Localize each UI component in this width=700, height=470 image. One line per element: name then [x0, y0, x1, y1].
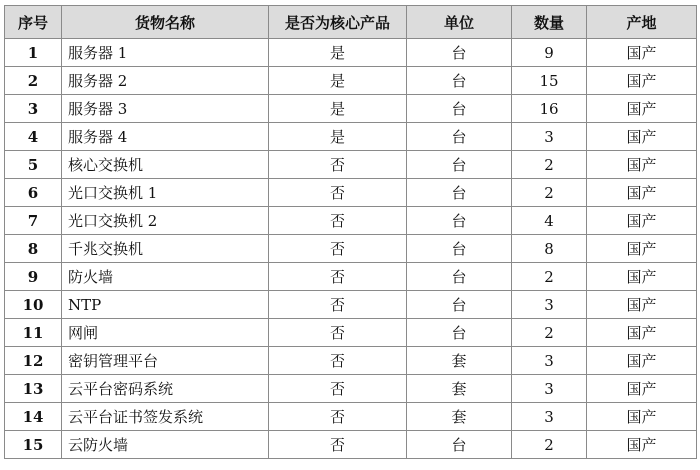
cell-index: 7	[5, 207, 62, 235]
cell-unit: 套	[407, 347, 512, 375]
cell-unit: 台	[407, 39, 512, 67]
table-row	[5, 235, 697, 263]
cell-core: 否	[269, 151, 407, 179]
cell-index: 5	[5, 151, 62, 179]
cell-core: 否	[269, 235, 407, 263]
cell-quantity: 2	[512, 179, 587, 207]
cell-core: 是	[269, 95, 407, 123]
goods-table	[4, 5, 697, 459]
cell-origin: 国产	[587, 347, 697, 375]
cell-quantity: 3	[512, 403, 587, 431]
header-quantity: 数量	[512, 6, 587, 39]
cell-name: 云防火墙	[62, 431, 269, 459]
cell-quantity: 9	[512, 39, 587, 67]
cell-core: 否	[269, 291, 407, 319]
cell-origin: 国产	[587, 123, 697, 151]
cell-index: 14	[5, 403, 62, 431]
cell-origin: 国产	[587, 291, 697, 319]
cell-quantity: 16	[512, 95, 587, 123]
header-row	[5, 6, 697, 39]
cell-core: 否	[269, 375, 407, 403]
cell-index: 15	[5, 431, 62, 459]
table-row	[5, 347, 697, 375]
cell-index: 12	[5, 347, 62, 375]
table-row	[5, 179, 697, 207]
cell-core: 是	[269, 67, 407, 95]
cell-unit: 台	[407, 207, 512, 235]
cell-unit: 台	[407, 235, 512, 263]
cell-core: 是	[269, 123, 407, 151]
cell-core: 否	[269, 403, 407, 431]
cell-quantity: 2	[512, 151, 587, 179]
table-row	[5, 291, 697, 319]
cell-quantity: 3	[512, 123, 587, 151]
cell-unit: 台	[407, 95, 512, 123]
cell-origin: 国产	[587, 431, 697, 459]
cell-unit: 套	[407, 403, 512, 431]
table-row	[5, 431, 697, 459]
cell-name: 服务器 1	[62, 39, 269, 67]
table-row	[5, 123, 697, 151]
cell-core: 是	[269, 39, 407, 67]
cell-unit: 台	[407, 263, 512, 291]
cell-index: 10	[5, 291, 62, 319]
cell-origin: 国产	[587, 151, 697, 179]
cell-name: 光口交换机 2	[62, 207, 269, 235]
cell-core: 否	[269, 347, 407, 375]
cell-unit: 台	[407, 291, 512, 319]
table-row	[5, 39, 697, 67]
cell-index: 6	[5, 179, 62, 207]
table-row	[5, 67, 697, 95]
table-row	[5, 375, 697, 403]
cell-name: 千兆交换机	[62, 235, 269, 263]
cell-quantity: 2	[512, 319, 587, 347]
header-index: 序号	[5, 6, 62, 39]
header-unit: 单位	[407, 6, 512, 39]
cell-unit: 台	[407, 67, 512, 95]
header-core: 是否为核心产品	[269, 6, 407, 39]
cell-name: 服务器 2	[62, 67, 269, 95]
cell-unit: 台	[407, 123, 512, 151]
header-name: 货物名称	[62, 6, 269, 39]
cell-index: 1	[5, 39, 62, 67]
table-row	[5, 403, 697, 431]
cell-origin: 国产	[587, 95, 697, 123]
cell-quantity: 3	[512, 375, 587, 403]
table-header	[5, 6, 697, 39]
table-row	[5, 151, 697, 179]
table-row	[5, 207, 697, 235]
cell-quantity: 8	[512, 235, 587, 263]
cell-origin: 国产	[587, 67, 697, 95]
cell-unit: 台	[407, 319, 512, 347]
cell-core: 否	[269, 179, 407, 207]
cell-core: 否	[269, 319, 407, 347]
cell-index: 8	[5, 235, 62, 263]
cell-name: 云平台密码系统	[62, 375, 269, 403]
cell-core: 否	[269, 207, 407, 235]
cell-quantity: 4	[512, 207, 587, 235]
cell-quantity: 2	[512, 263, 587, 291]
header-origin: 产地	[587, 6, 697, 39]
cell-unit: 台	[407, 151, 512, 179]
cell-name: 防火墙	[62, 263, 269, 291]
cell-origin: 国产	[587, 207, 697, 235]
cell-quantity: 3	[512, 347, 587, 375]
cell-origin: 国产	[587, 375, 697, 403]
cell-name: 服务器 3	[62, 95, 269, 123]
cell-name: 网闸	[62, 319, 269, 347]
cell-index: 2	[5, 67, 62, 95]
cell-unit: 套	[407, 375, 512, 403]
cell-core: 否	[269, 431, 407, 459]
cell-name: 服务器 4	[62, 123, 269, 151]
cell-origin: 国产	[587, 319, 697, 347]
cell-index: 3	[5, 95, 62, 123]
cell-index: 4	[5, 123, 62, 151]
cell-quantity: 15	[512, 67, 587, 95]
table-row	[5, 263, 697, 291]
cell-core: 否	[269, 263, 407, 291]
cell-name: NTP	[62, 291, 269, 319]
table-row	[5, 95, 697, 123]
cell-origin: 国产	[587, 179, 697, 207]
cell-name: 云平台证书签发系统	[62, 403, 269, 431]
cell-index: 9	[5, 263, 62, 291]
cell-name: 核心交换机	[62, 151, 269, 179]
table-row	[5, 319, 697, 347]
cell-index: 13	[5, 375, 62, 403]
cell-origin: 国产	[587, 403, 697, 431]
cell-origin: 国产	[587, 39, 697, 67]
cell-name: 光口交换机 1	[62, 179, 269, 207]
cell-name: 密钥管理平台	[62, 347, 269, 375]
cell-unit: 台	[407, 431, 512, 459]
cell-unit: 台	[407, 179, 512, 207]
table-body	[5, 39, 697, 459]
cell-index: 11	[5, 319, 62, 347]
cell-origin: 国产	[587, 235, 697, 263]
cell-quantity: 2	[512, 431, 587, 459]
cell-origin: 国产	[587, 263, 697, 291]
cell-quantity: 3	[512, 291, 587, 319]
